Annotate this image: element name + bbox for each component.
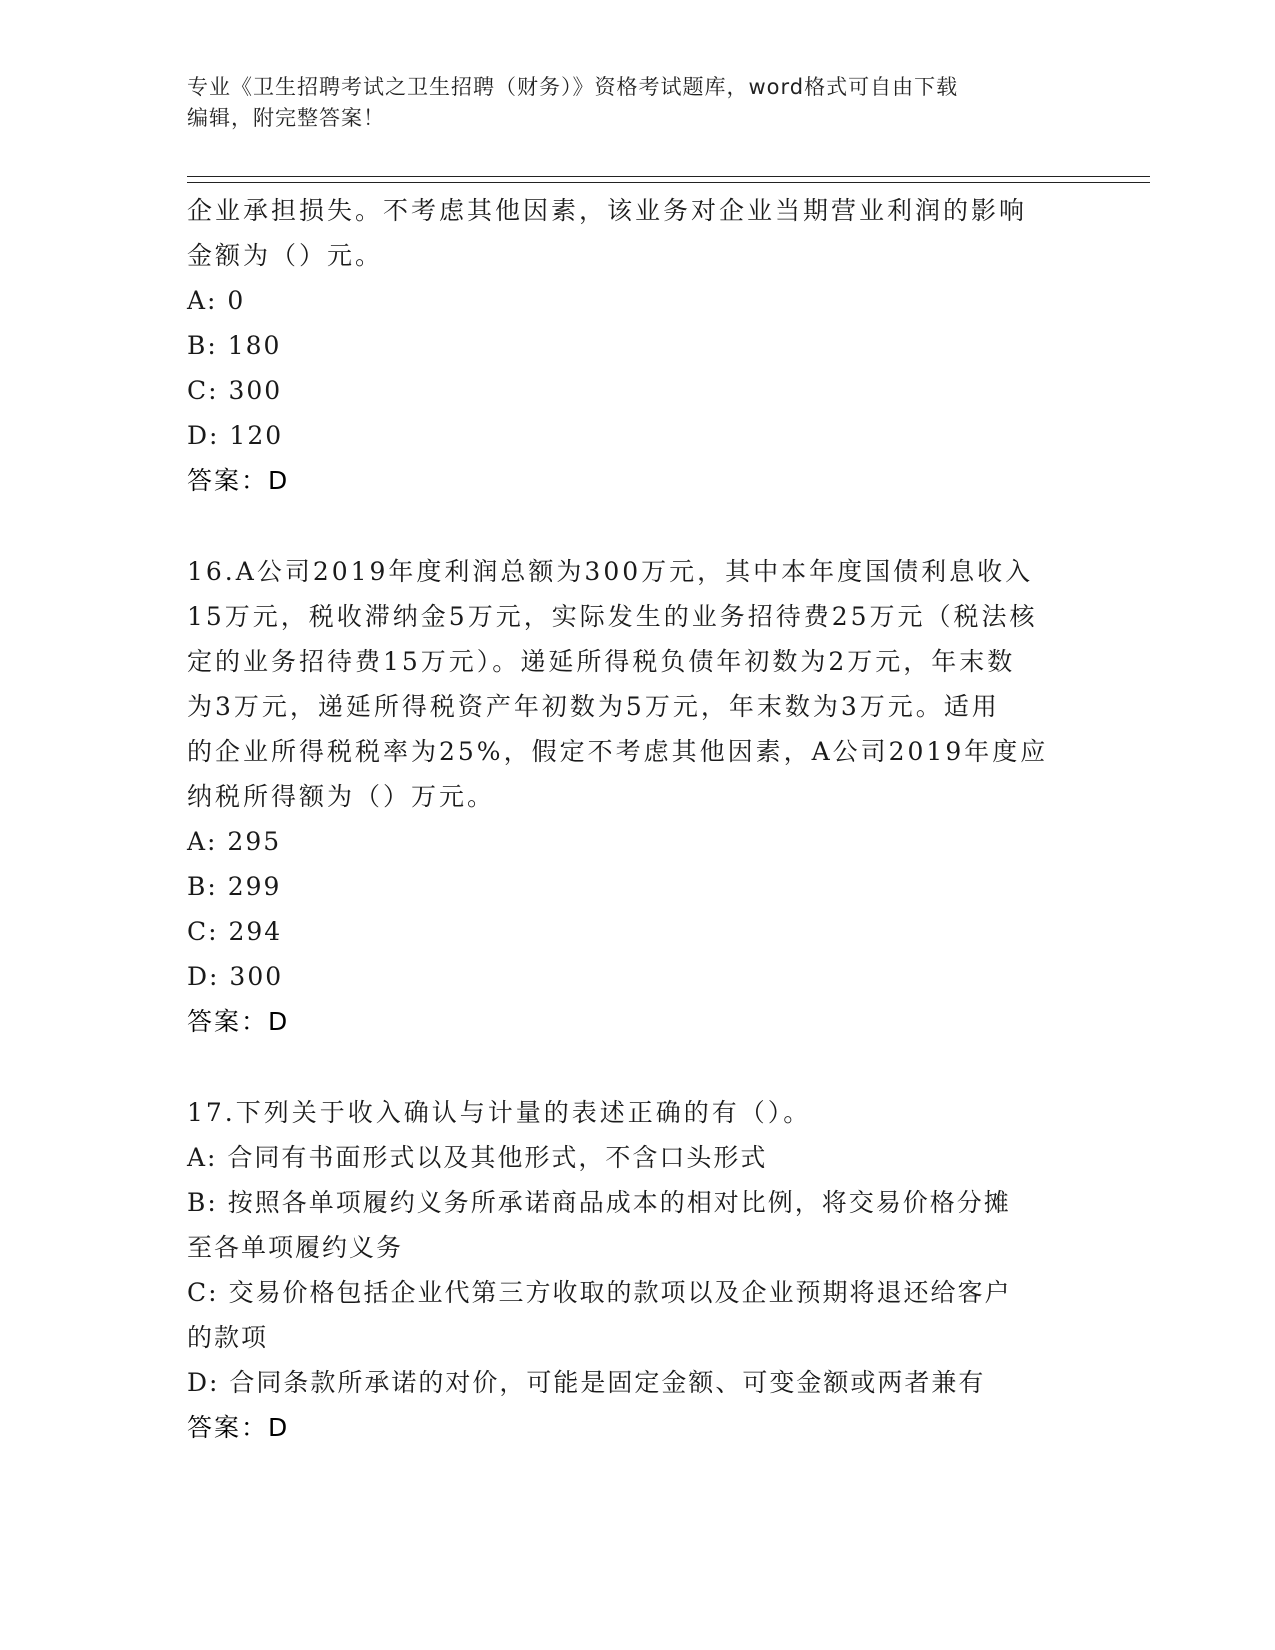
question-stem-line: 企业承担损失。不考虑其他因素，该业务对企业当期营业利润的影响 xyxy=(187,196,1028,225)
option-c: C: 294 xyxy=(187,917,283,946)
question-content xyxy=(187,188,1087,1450)
option-c: C: 300 xyxy=(187,376,283,405)
header-rule-top xyxy=(187,176,1150,177)
option-a: A: 0 xyxy=(187,286,246,315)
option-b: B: 299 xyxy=(187,872,282,901)
option-d: D: 120 xyxy=(187,421,284,450)
question-stem-line: 的企业所得税税率为25%，假定不考虑其他因素，A公司2019年度应 xyxy=(187,737,1049,766)
option-c-continued: 的款项 xyxy=(187,1323,269,1352)
option-a: A: 合同有书面形式以及其他形式，不含口头形式 xyxy=(187,1143,768,1172)
question-17 xyxy=(187,1090,1087,1450)
option-a: A: 295 xyxy=(187,827,282,856)
header-line-2: 编辑，附完整答案！ xyxy=(187,106,385,130)
header-line-1: 专业《卫生招聘考试之卫生招聘（财务）》资格考试题库，word格式可自由下载 xyxy=(187,75,959,99)
question-16 xyxy=(187,549,1087,1044)
answer-line: 答案：D xyxy=(187,1007,290,1036)
option-b-continued: 至各单项履约义务 xyxy=(187,1233,404,1262)
answer-line: 答案：D xyxy=(187,466,290,495)
option-b: B: 180 xyxy=(187,331,282,360)
question-stem-line: 16.A公司2019年度利润总额为300万元，其中本年度国债利息收入 xyxy=(187,557,1034,586)
option-b: B: 按照各单项履约义务所承诺商品成本的相对比例，将交易价格分摊 xyxy=(187,1188,1011,1217)
question-15 xyxy=(187,188,1087,503)
question-stem-line: 15万元，税收滞纳金5万元，实际发生的业务招待费25万元（税法核 xyxy=(187,602,1038,631)
question-stem-line: 纳税所得额为（）万元。 xyxy=(187,782,496,811)
question-stem-line: 定的业务招待费15万元）。递延所得税负债年初数为2万元，年末数 xyxy=(187,647,1016,676)
option-c: C: 交易价格包括企业代第三方收取的款项以及企业预期将退还给客户 xyxy=(187,1278,1012,1307)
document-header xyxy=(187,72,1087,134)
option-d: D: 合同条款所承诺的对价，可能是固定金额、可变金额或两者兼有 xyxy=(187,1368,986,1397)
header-rule-bottom xyxy=(187,182,1150,183)
question-stem-line: 金额为（）元。 xyxy=(187,241,384,270)
question-stem-line: 为3万元，递延所得税资产年初数为5万元，年末数为3万元。适用 xyxy=(187,692,1000,721)
option-d: D: 300 xyxy=(187,962,284,991)
answer-line: 答案：D xyxy=(187,1413,290,1442)
question-stem-line: 17.下列关于收入确认与计量的表述正确的有（）。 xyxy=(187,1098,812,1127)
